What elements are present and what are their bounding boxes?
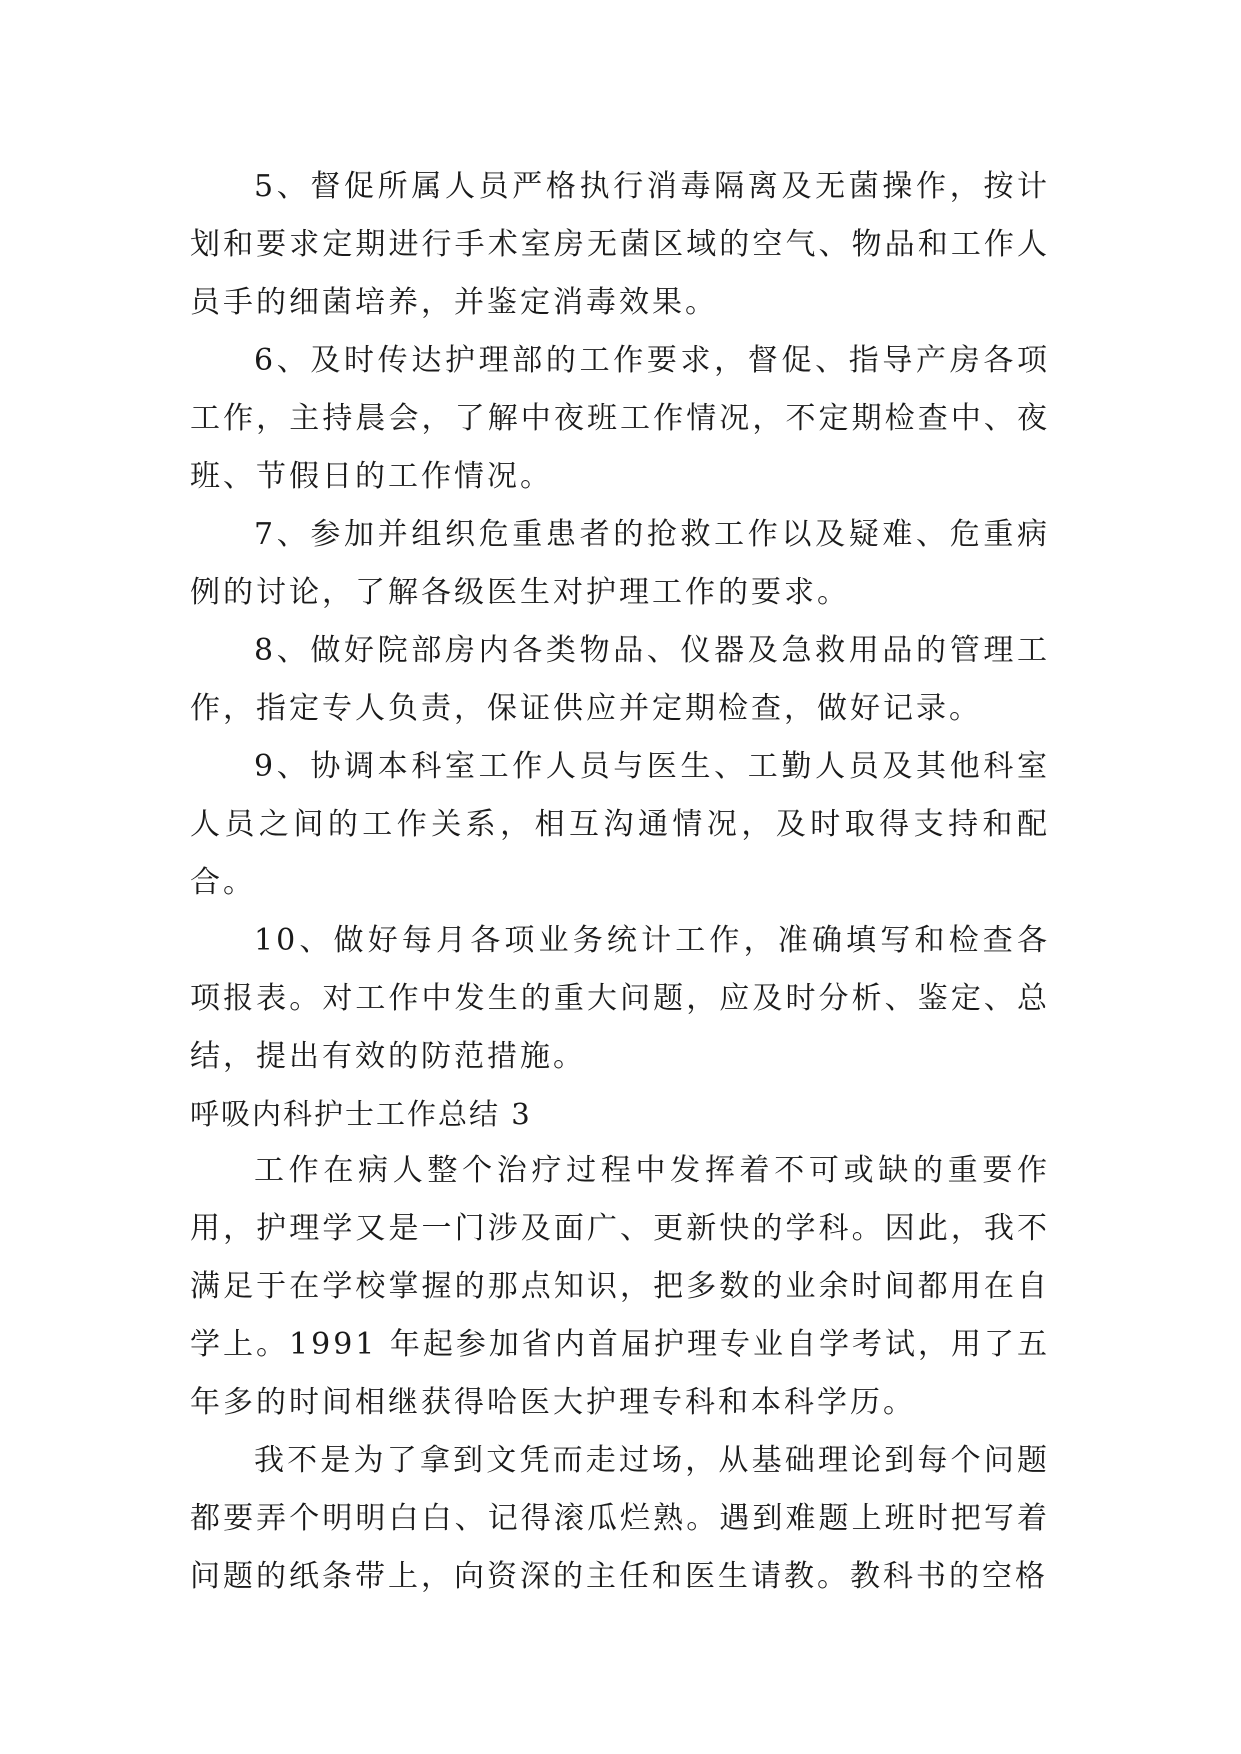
document-page bbox=[190, 158, 1050, 1606]
paragraph-item-9: 9、协调本科室工作人员与医生、工勤人员及其他科室人员之间的工作关系，相互沟通情况，及时取得支持和配合。 bbox=[190, 749, 1050, 900]
paragraph-summary-study: 我不是为了拿到文凭而走过场，从基础理论到每个问题都要弄个明明白白、记得滚瓜烂熟。遇到难题上班时把写着问题的纸条带上，向资深的主任和医生请教。教科书的空格 bbox=[190, 1443, 1050, 1594]
paragraph-item-5: 5、督促所属人员严格执行消毒隔离及无菌操作，按计划和要求定期进行手术室房无菌区域的空气、物品和工作人员手的细菌培养，并鉴定消毒效果。 bbox=[190, 169, 1050, 320]
paragraph-item-10: 10、做好每月各项业务统计工作，准确填写和检查各项报表。对工作中发生的重大问题，应及时分析、鉴定、总结，提出有效的防范措施。 bbox=[190, 923, 1050, 1074]
paragraph-item-8: 8、做好院部房内各类物品、仪器及急救用品的管理工作，指定专人负责，保证供应并定期检查，做好记录。 bbox=[190, 633, 1050, 726]
paragraph-item-6: 6、及时传达护理部的工作要求，督促、指导产房各项工作，主持晨会，了解中夜班工作情况，不定期检查中、夜班、节假日的工作情况。 bbox=[190, 343, 1050, 494]
section-heading: 呼吸内科护士工作总结 3 bbox=[190, 1097, 532, 1131]
paragraph-item-7: 7、参加并组织危重患者的抢救工作以及疑难、危重病例的讨论，了解各级医生对护理工作的要求。 bbox=[190, 517, 1050, 610]
paragraph-summary-intro: 工作在病人整个治疗过程中发挥着不可或缺的重要作用，护理学又是一门涉及面广、更新快的学科。因此，我不满足于在学校掌握的那点知识，把多数的业余时间都用在自学上。1991 年起参加省内首届护理专业自学考试，用了五年多的时间相继获得哈医大护理专科和本科学历。 bbox=[190, 1153, 1050, 1420]
